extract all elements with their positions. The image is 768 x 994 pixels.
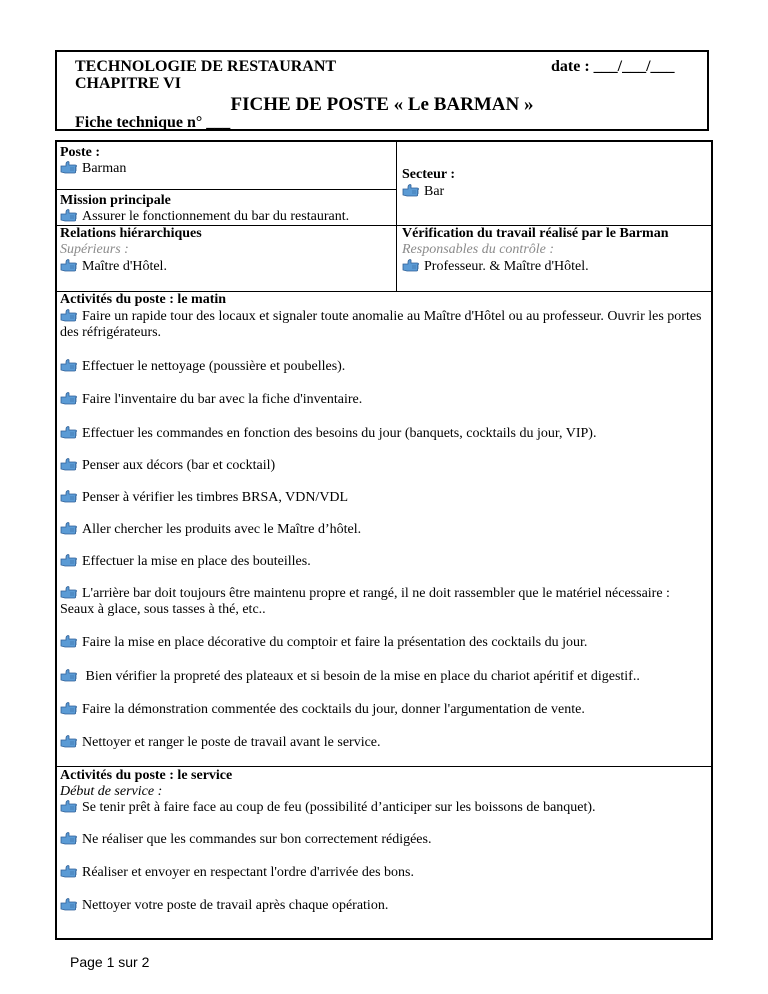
pointing-hand-icon [60, 457, 78, 471]
list-item: Ne réaliser que les commandes sur bon correctement rédigées. [60, 831, 431, 848]
pointing-hand-icon [60, 391, 78, 405]
poste-label: Poste : [60, 145, 101, 160]
column-divider [396, 142, 397, 291]
pointing-hand-icon [60, 160, 78, 174]
pointing-hand-icon [60, 308, 78, 322]
pointing-hand-icon [60, 521, 78, 535]
relations-label: Relations hiérarchiques [60, 226, 202, 241]
pointing-hand-icon [60, 734, 78, 748]
pointing-hand-icon [60, 701, 78, 715]
list-item: Effectuer la mise en place des bouteilles. [60, 553, 311, 570]
pointing-hand-icon [402, 258, 420, 272]
list-item: Nettoyer et ranger le poste de travail avant le service. [60, 734, 381, 751]
list-item: Faire la démonstration commentée des cocktails du jour, donner l'argumentation de vente. [60, 701, 585, 718]
pointing-hand-icon [60, 831, 78, 845]
list-item: Se tenir prêt à faire face au coup de feu (possibilité d’anticiper sur les boissons de banquet). [60, 799, 596, 816]
pointing-hand-icon [60, 358, 78, 372]
service-subheading: Début de service : [60, 784, 163, 799]
list-item: Faire un rapide tour des locaux et signaler toute anomalie au Maître d'Hôtel ou au professeur. Ouvrir les portes des réfrigérateurs. [60, 309, 702, 340]
list-item: Penser à vérifier les timbres BRSA, VDN/VDL [60, 489, 348, 506]
superieurs-value: Maître d'Hôtel. [60, 258, 167, 275]
list-item: Faire la mise en place décorative du comptoir et faire la présentation des cocktails du jour. [60, 634, 587, 651]
list-item: Réaliser et envoyer en respectant l'ordre d'arrivée des bons. [60, 864, 414, 881]
matin-heading: Activités du poste : le matin [60, 292, 227, 307]
pointing-hand-icon [60, 799, 78, 813]
responsables-label: Responsables du contrôle : [402, 242, 555, 257]
list-item: Faire l'inventaire du bar avec la fiche d'inventaire. [60, 391, 362, 408]
mission-value: Assurer le fonctionnement du bar du restaurant. [60, 208, 349, 225]
page-number: Page 1 sur 2 [70, 954, 150, 970]
chapter-title: CHAPITRE VI [75, 75, 181, 92]
list-item: Bien vérifier la propreté des plateaux et si besoin de la mise en place du chariot apéritif et digestif.. [60, 668, 640, 685]
pointing-hand-icon [60, 634, 78, 648]
secteur-value: Bar [402, 183, 444, 200]
header-box [55, 50, 709, 131]
list-item: Effectuer le nettoyage (poussière et poubelles). [60, 358, 345, 375]
pointing-hand-icon [60, 425, 78, 439]
poste-value: Barman [60, 160, 126, 177]
subject-title: TECHNOLOGIE DE RESTAURANT [75, 58, 337, 75]
pointing-hand-icon [60, 258, 78, 272]
pointing-hand-icon [402, 183, 420, 197]
pointing-hand-icon [60, 585, 78, 599]
date-field: date : ___/___/___ [551, 58, 675, 75]
superieurs-label: Supérieurs : [60, 242, 129, 257]
service-heading: Activités du poste : le service [60, 768, 233, 783]
row-divider [57, 766, 711, 767]
pointing-hand-icon [60, 897, 78, 911]
pointing-hand-icon [60, 489, 78, 503]
pointing-hand-icon [60, 668, 78, 682]
pointing-hand-icon [60, 864, 78, 878]
secteur-label: Secteur : [402, 167, 455, 182]
row-divider [57, 189, 396, 190]
list-item: Aller chercher les produits avec le Maître d’hôtel. [60, 521, 361, 538]
pointing-hand-icon [60, 208, 78, 222]
page-title: FICHE DE POSTE « Le BARMAN » [230, 94, 534, 115]
sheet-number: Fiche technique n° ___ [75, 114, 231, 131]
job-sheet-table [55, 140, 713, 940]
responsables-value: Professeur. & Maître d'Hôtel. [402, 258, 589, 275]
list-item: L'arrière bar doit toujours être maintenu propre et rangé, il ne doit rassembler que le matériel nécessaire : Seaux à glace, sous tasses à thé, etc.. [60, 586, 670, 617]
mission-label: Mission principale [60, 193, 171, 208]
list-item: Nettoyer votre poste de travail après chaque opération. [60, 897, 388, 914]
list-item: Effectuer les commandes en fonction des besoins du jour (banquets, cocktails du jour, VIP). [60, 425, 596, 442]
pointing-hand-icon [60, 553, 78, 567]
list-item: Penser aux décors (bar et cocktail) [60, 457, 275, 474]
verification-label: Vérification du travail réalisé par le Barman [402, 226, 669, 241]
